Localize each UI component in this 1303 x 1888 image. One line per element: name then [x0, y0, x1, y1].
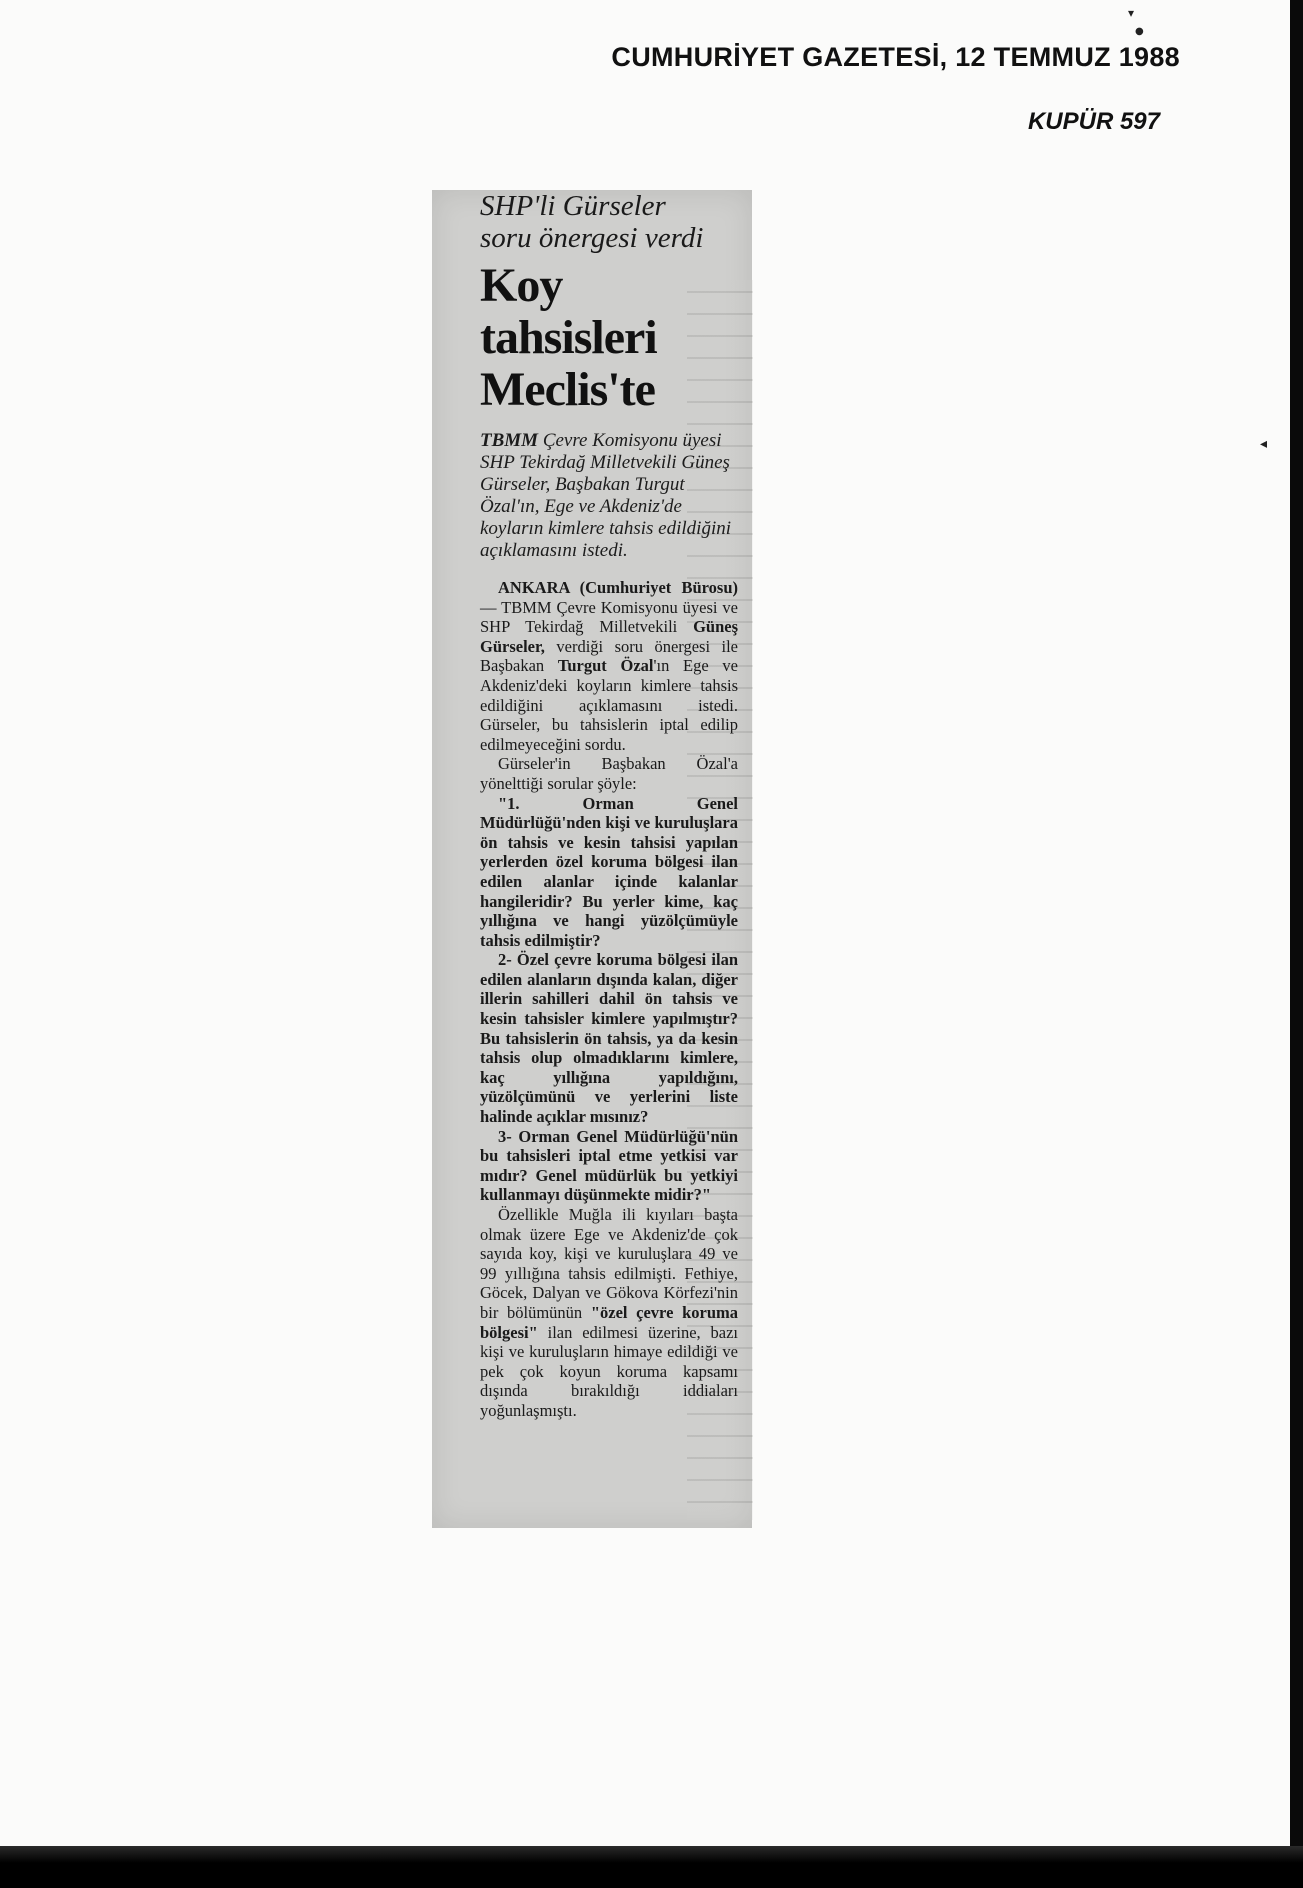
question-3: 3- Orman Genel Müdürlüğü'nün bu tahsisleri iptal etme yetkisi var mıdır? Genel müdürlük bu yetkiyi kullanmayı düşünmekte midir?" [480, 1126, 738, 1205]
scan-speck: ◂ [1260, 436, 1268, 452]
scan-border-right [1290, 0, 1303, 1888]
question-2: 2- Özel çevre koruma bölgesi ilan edilen alanların dışında kalan, diğer illerin sahilleri dahil ön tahsis ve kesin tahsisler kimlere yapılmıştır? Bu tahsislerin ön tahsis, ya da kesin tahsis olup olmadıklarını kimlere, kaç yıllığına yapıldığını, yüzölçümünü ve yerlerini liste halinde açıklar mısınız? [480, 950, 738, 1127]
clipping-number: KUPÜR 597 [1027, 108, 1160, 135]
article-column [480, 190, 738, 1421]
paragraph: ANKARA (Cumhuriyet Bürosu) — TBMM Çevre Komisyonu üyesi ve SHP Tekirdağ Milletvekili Güneş Gürseler, verdiği soru önergesi ile Başbakan Turgut Özal'ın Ege ve Akdeniz'deki koyların kimlere tahsis edildiğini açıklamasını istedi. Gürseler, bu tahsislerin iptal edilip edilmeyeceğini sordu. [480, 578, 738, 754]
question-1: "1. Orman Genel Müdürlüğü'nden kişi ve kuruluşlara ön tahsis ve kesin tahsisi yapılan yerlerden özel koruma bölgesi ilan edilen alanlar içinde kalanlar hangileridir? Bu yerler kime, kaç yıllığına ve hangi yüzölçümüyle tahsis edilmiştir? [480, 793, 738, 950]
article-headline: Koy tahsisleri Meclis'te [480, 259, 657, 416]
paragraph: Gürseler'in Başbakan Özal'a yönelttiği sorular şöyle: [480, 754, 738, 793]
article-spot: TBMM Çevre Komisyonu üyesi SHP Tekirdağ Milletvekili Güneş Gürseler, Başbakan Turgut Özal'ın, Ege ve Akdeniz'de koyların kimlere tahsis edildiğini açıklamasını istedi. [480, 430, 732, 561]
article-body [480, 578, 738, 1421]
scan-speck: ▾ [1128, 6, 1135, 20]
article-kicker: SHP'li Gürseler soru önergesi verdi [480, 190, 704, 254]
paragraph: Özellikle Muğla ili kıyıları başta olmak üzere Ege ve Akdeniz'de çok sayıda koy, kişi ve kuruluşlara 49 ve 99 yıllığına tahsis edilmişti. Fethiye, Göcek, Dalyan ve Gökova Körfezi'nin bir bölümünün "özel çevre koruma bölgesi" ilan edilmesi üzerine, bazı kişi ve kuruluşların himaye edildiği ve pek çok koyun koruma kapsamı dışında bırakıldığı iddiaları yoğunlaşmıştı. [480, 1205, 738, 1420]
publication-line: CUMHURİYET GAZETESİ, 12 TEMMUZ 1988 [611, 42, 1180, 72]
scan-border-bottom [0, 1846, 1303, 1888]
newspaper-clipping [432, 190, 752, 1528]
scan-speck: ● [1135, 26, 1144, 37]
